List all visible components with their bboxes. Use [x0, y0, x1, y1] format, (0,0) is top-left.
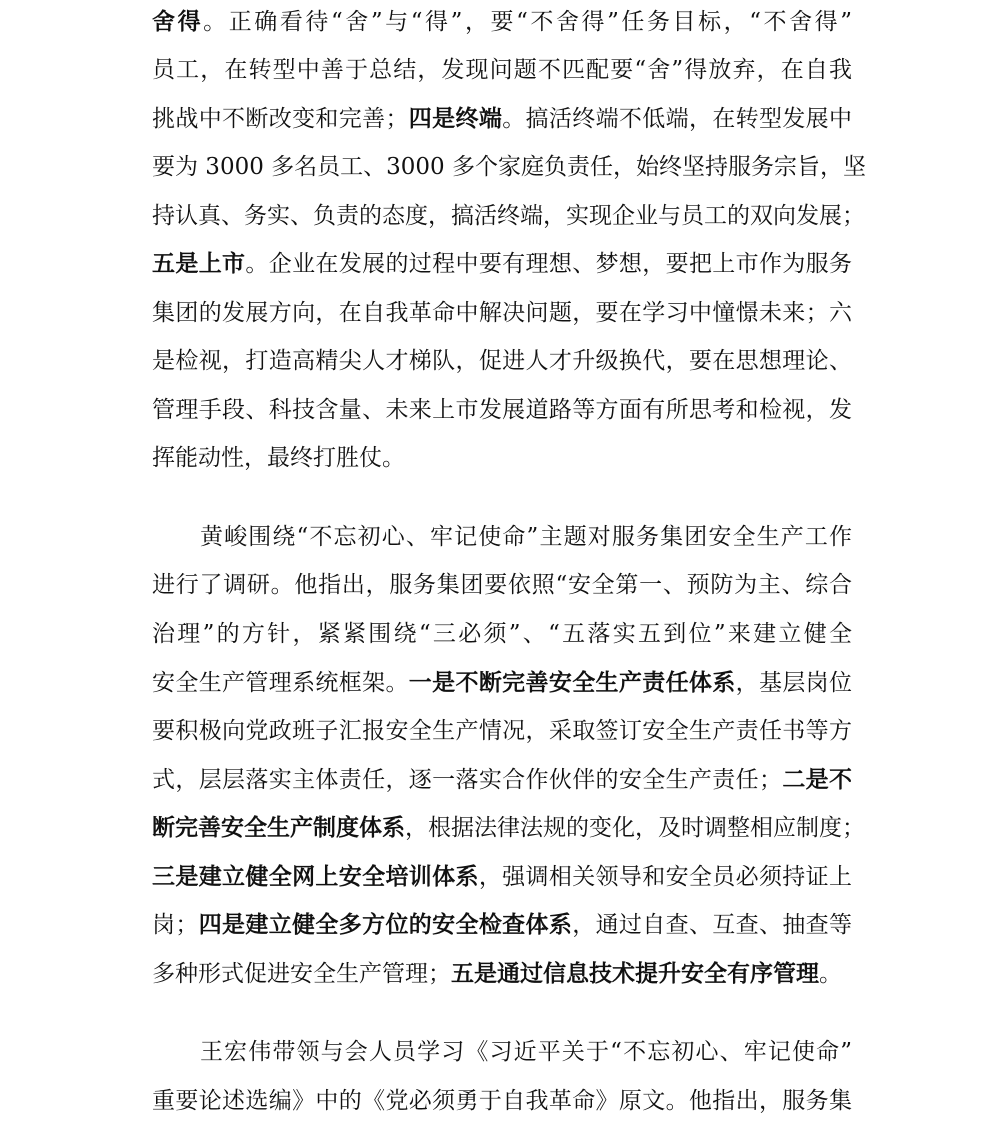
text-segment: 持认真、务实、负责的态度，搞活终端，实现企业与员工的双向发展；	[152, 203, 865, 229]
text-segment: 。企业在发展的过程中要有理想、梦想，要把上市作为服务	[245, 251, 853, 277]
text-line	[152, 857, 852, 897]
bold-text-segment: 舍得	[152, 8, 204, 35]
text-line	[152, 99, 852, 139]
bold-text-segment: 二是不	[781, 766, 853, 793]
text-segment: ，强调相关领导和安全员必须持证上	[478, 864, 853, 890]
text-segment: 。	[819, 961, 842, 987]
text-segment: 管理手段、科技含量、未来上市发展道路等方面有所思考和检视，发	[152, 397, 852, 423]
text-line	[152, 390, 852, 430]
text-segment: 是检视，打造高精尖人才梯队，促进人才升级换代，要在思想理论、	[152, 348, 852, 374]
text-line	[152, 808, 865, 848]
text-segment: 重要论述选编》中的《党必须勇于自我革命》原文。他指出，服务集	[152, 1088, 852, 1114]
text-segment: 要为 3000 多名员工、3000 多个家庭负责任，始终坚持服务宗旨，坚	[152, 154, 866, 180]
bold-text-segment: 四是终端	[408, 105, 503, 132]
text-line	[152, 711, 852, 751]
text-segment: 。正确看待“舍”与“得”，要“不舍得”任务目标，“不舍得”	[203, 9, 853, 35]
text-segment: 王宏伟带领与会人员学习《习近平关于“不忘初心、牢记使命”	[200, 1039, 852, 1065]
text-line	[152, 954, 852, 994]
text-line	[152, 147, 866, 187]
text-line	[152, 663, 852, 703]
text-line	[152, 50, 852, 90]
bold-text-segment: 断完善安全生产制度体系	[152, 814, 405, 841]
text-line	[152, 614, 852, 654]
text-segment: 多种形式促进安全生产管理；	[152, 961, 451, 987]
text-line	[152, 341, 852, 381]
text-segment: 挑战中不断改变和完善；	[152, 106, 409, 132]
text-segment: ，根据法律法规的变化，及时调整相应制度；	[405, 815, 865, 841]
text-line	[152, 517, 852, 557]
text-segment: 式，层层落实主体责任，逐一落实合作伙伴的安全生产责任；	[152, 767, 782, 793]
bold-text-segment: 四是建立健全多方位的安全检查体系	[198, 911, 573, 938]
text-segment: 安全生产管理系统框架。	[152, 670, 409, 696]
text-line	[152, 1081, 852, 1121]
text-line	[152, 760, 852, 800]
text-segment: 挥能动性，最终打胜仗。	[152, 445, 405, 471]
text-line	[152, 196, 865, 236]
text-line	[152, 244, 852, 284]
text-segment: ，通过自查、互查、抽查等	[572, 912, 853, 938]
text-line	[152, 565, 852, 605]
bold-text-segment: 一是不断完善安全生产责任体系	[408, 669, 736, 696]
text-line	[152, 1032, 852, 1072]
text-segment: ，基层岗位	[735, 670, 853, 696]
text-line	[152, 2, 852, 42]
bold-text-segment: 三是建立健全网上安全培训体系	[152, 863, 479, 890]
text-segment: 。搞活终端不低端，在转型发展中	[502, 106, 853, 132]
text-segment: 员工，在转型中善于总结，发现问题不匹配要“舍”得放弃，在自我	[152, 57, 852, 83]
text-segment: 要积极向党政班子汇报安全生产情况，采取签订安全生产责任书等方	[152, 718, 852, 744]
bold-text-segment: 五是上市	[152, 250, 246, 277]
text-line	[152, 905, 852, 945]
text-segment: 进行了调研。他指出，服务集团要依照“安全第一、预防为主、综合	[152, 572, 852, 598]
bold-text-segment: 五是通过信息技术提升安全有序管理	[451, 960, 819, 987]
text-segment: 集团的发展方向，在自我革命中解决问题，要在学习中憧憬未来；六	[152, 300, 852, 326]
text-segment: 治理”的方针，紧紧围绕“三必须”、“五落实五到位”来建立健全	[152, 621, 852, 647]
text-segment: 黄峻围绕“不忘初心、牢记使命”主题对服务集团安全生产工作	[200, 524, 852, 550]
text-segment: 岗；	[152, 912, 199, 938]
text-line	[152, 438, 852, 478]
text-line	[152, 293, 852, 333]
